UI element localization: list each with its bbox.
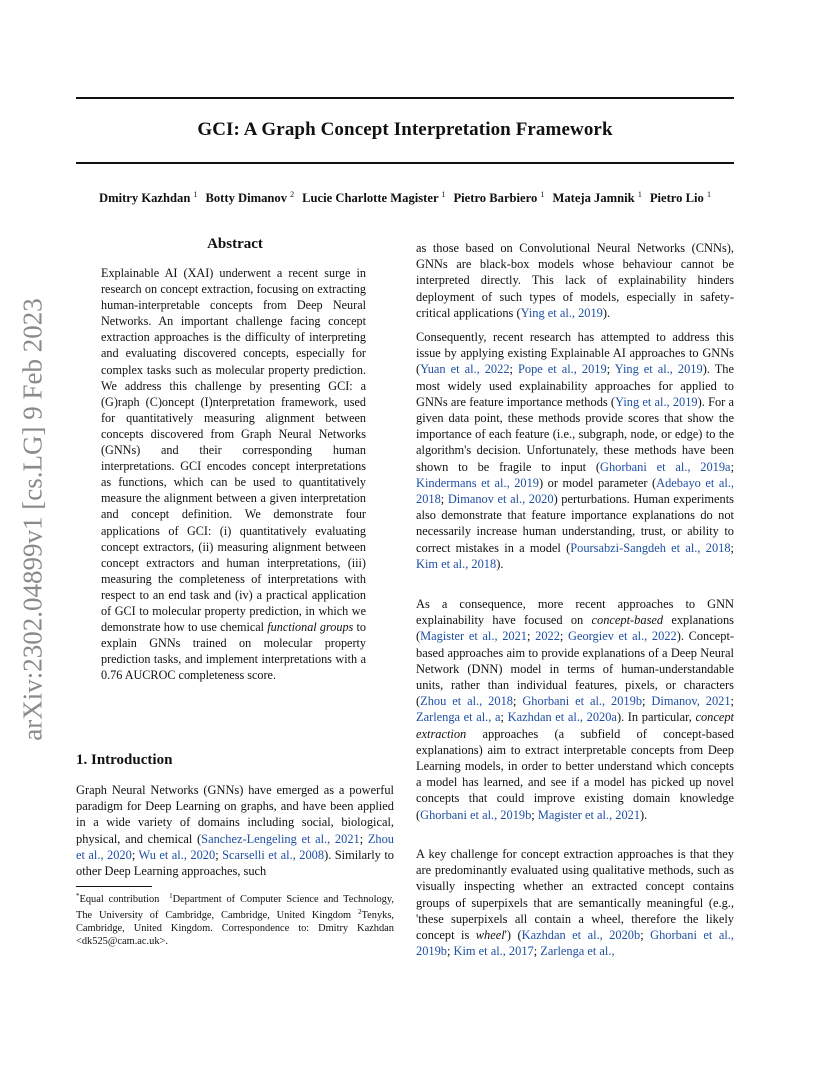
citation-link[interactable]: Yuan et al., 2022 — [420, 362, 510, 377]
intro-paragraph-1: Graph Neural Networks (GNNs) have emerged as a powerful paradigm for Deep Learning on graphs, and have been applied in a wide variety of domains including social, biological, physical, and chemical (Sanchez-Lengeling et al., 2021; Zhou et al., 2020; Wu et al., 2020; Scarselli et al., 2008). Similarly to other Deep Learning approaches, such — [76, 783, 394, 879]
arxiv-id: arXiv:2302.04899v1 [cs.LG] 9 Feb 2023 — [17, 297, 48, 741]
author-name: Dmitry Kazhdan — [99, 191, 194, 205]
title-rule-top — [76, 97, 734, 99]
abstract-heading: Abstract — [207, 236, 263, 252]
right-paragraph-1: as those based on Convolutional Neural Networks (CNNs), GNNs are black-box models whose behaviour cannot be interpreted directly. This lack of explainability hinders deployment of such types of models, especially in safety-critical applications (Ying et al., 2019). — [416, 241, 734, 320]
author-name: Lucie Charlotte Magister — [302, 191, 442, 205]
citation-link[interactable]: Zhou et al., 2018 — [420, 694, 513, 709]
citation-link[interactable]: Zhou et al., 2020 — [76, 831, 394, 862]
citation-link[interactable]: Georgiev et al., 2022 — [568, 629, 677, 644]
right-paragraph-3: As a consequence, more recent approaches to GNN explainability have focused on concept-based explanations (Magister et al., 2021; 2022; Georgiev et al., 2022). Concept-based approaches aim to provide explanations of a Deep Neural Network (DNN) model in terms of human-understandable units, rather than individual features, pixels, or characters (Zhou et al., 2018; Ghorbani et al., 2019b; Dimanov, 2021; Zarlenga et al., a; Kazhdan et al., 2020a). In particular, concept extraction approaches (a subfield of concept-based explanations) aim to extract interpretable concepts from Deep Learning models, in order to better understand which concepts a model has learned, and see if a model has picked up novel concepts that could improve existing domain knowledge (Ghorbani et al., 2019b; Magister et al., 2021). — [416, 597, 735, 822]
citation-link[interactable]: Poursabzi-Sangdeh et al., 2018 — [570, 540, 731, 555]
author-name: Pietro Barbiero — [453, 191, 541, 205]
author-affiliation-mark: 1 — [637, 190, 642, 199]
citation-link[interactable]: Magister et al., 2021 — [537, 807, 641, 822]
right-paragraph-4: A key challenge for concept extraction approaches is that they are predominantly evaluated using qualitative methods, such as visually inspecting whether an extracted concept contains groups of superpixels that are semantically meaningful (e.g., 'these superpixels all contain a wheel, therefore the likely concept is wheel') (Kazhdan et al., 2020b; Ghorbani et al., 2019b; Kim et al., 2017; Zarlenga et al., — [416, 847, 734, 959]
citation-link[interactable]: Sanchez-Lengeling et al., 2021 — [201, 831, 360, 846]
author-affiliation-mark: 1 — [540, 190, 545, 199]
citation-link[interactable]: Ying et al., 2019 — [520, 305, 603, 320]
footnote-divider — [76, 886, 152, 887]
citation-link[interactable]: Magister et al., 2021 — [420, 629, 528, 644]
citation-link[interactable]: Kazhdan et al., 2020a — [507, 710, 617, 725]
right-paragraph-2: Consequently, recent research has attempted to address this issue by applying existing Explainable AI approaches to GNNs (Yuan et al., 2022; Pope et al., 2019; Ying et al., 2019). The most widely used explainability approaches for applied to GNNs are feature importance methods (Ying et al., 2019). For a given data point, these methods provide scores that show the importance of each feature (i.e., subgraph, node, or edge) to the algorithm's decision. Unfortunately, these methods have been shown to be fragile to input (Ghorbani et al., 2019a; Kindermans et al., 2019) or model parameter (Adebayo et al., 2018; Dimanov et al., 2020) perturbations. Human experiments also demonstrate that feature importance explanations do not necessarily increase human understanding, trust, or ability to correct mistakes in a model (Poursabzi-Sangdeh et al., 2018; Kim et al., 2018). — [416, 330, 735, 571]
footnote: *Equal contribution $^1$Department of Computer Science and Technology, The University of Cambridge, Cambridge, United Kingdom $^2$Tenyks, Cambridge, United Kingdom. Correspondence to: Dmitry Kazhdan <dk525@cam.ac.uk>. — [76, 892, 394, 948]
abstract-text: Explainable AI (XAI) underwent a recent surge in research on concept extraction, focusing on extracting human-interpretable concepts from Deep Neural Networks. An important challenge facing concept extraction approaches is the difficulty of interpreting and evaluating discovered concepts, especially for complex tasks such as molecular property prediction. We address this challenge by presenting GCI: a (G)raph (C)oncept (I)nterpretation framework, used for quantitatively measuring alignment between concepts discovered from Graph Neural Networks (GNNs) and their corresponding human interpretations. GCI encodes concept interpretations as functions, which can be used to quantitatively measure the alignment between a given interpretation and concept definition. We demonstrate four applications of GCI: (i) quantitatively evaluating concept extractors, (ii) measuring alignment between concept extractors and human interpretations, (iii) measuring the completeness of interpretations with respect to an end task and (iv) a practical application of GCI to molecular property prediction, in which we demonstrate how to use chemical functional groups to explain GNNs trained on molecular property prediction tasks, and implement interpretations with a 0.76 AUCROC completeness score. — [101, 266, 366, 683]
citation-link[interactable]: Scarselli et al., 2008 — [222, 847, 325, 862]
citation-link[interactable]: Dimanov et al., 2020 — [447, 492, 554, 507]
citation-link[interactable]: Ying et al., 2019 — [615, 394, 698, 409]
citation-link[interactable]: Kazhdan et al., 2020b — [521, 928, 641, 943]
section-heading-introduction: 1. Introduction — [76, 752, 173, 768]
citation-link[interactable]: Adebayo et al., 2018 — [416, 475, 734, 507]
citation-link[interactable]: Ghorbani et al., 2019b — [416, 928, 734, 959]
citation-link[interactable]: Ghorbani et al., 2019b — [522, 694, 643, 709]
citation-link[interactable]: 2022 — [535, 629, 560, 644]
citation-link[interactable]: Zarlenga et al., — [540, 944, 615, 959]
author-name: Mateja Jamnik — [552, 191, 638, 205]
citation-link[interactable]: Ghorbani et al., 2019b — [420, 807, 532, 822]
citation-link[interactable]: Pope et al., 2019 — [517, 362, 607, 377]
author-affiliation-mark: 1 — [441, 190, 446, 199]
paper-title: GCI: A Graph Concept Interpretation Framework — [197, 119, 613, 140]
arxiv-stamp — [12, 280, 54, 758]
citation-link[interactable]: Dimanov, 2021 — [651, 694, 731, 709]
citation-link[interactable]: Kim et al., 2018 — [416, 556, 497, 571]
author-name: Pietro Lio — [649, 191, 707, 205]
author-name: Botty Dimanov — [205, 191, 291, 205]
citation-link[interactable]: Kindermans et al., 2019 — [416, 475, 539, 490]
citation-link[interactable]: Wu et al., 2020 — [138, 847, 216, 862]
author-affiliation-mark: 1 — [193, 190, 198, 199]
author-affiliation-mark: 2 — [290, 190, 295, 199]
footnote-affiliation-2: Tenyks, Cambridge, United Kingdom. Correspondence to: Dmitry Kazhdan <dk525@cam.ac.uk>. — [76, 910, 394, 948]
title-rule-bottom — [76, 162, 734, 164]
author-affiliation-mark: 1 — [706, 190, 711, 199]
author-list — [60, 190, 750, 206]
citation-link[interactable]: Ying et al., 2019 — [614, 362, 703, 377]
footnote-affiliation-1: Department of Computer Science and Technology, The University of Cambridge, Cambridge, United Kingdom — [76, 894, 394, 922]
citation-link[interactable]: Ghorbani et al., 2019a — [600, 459, 731, 474]
citation-link[interactable]: Kim et al., 2017 — [453, 944, 534, 959]
citation-link[interactable]: Zarlenga et al., a — [416, 710, 501, 725]
footnote-equal-contribution: Equal contribution — [79, 894, 160, 905]
